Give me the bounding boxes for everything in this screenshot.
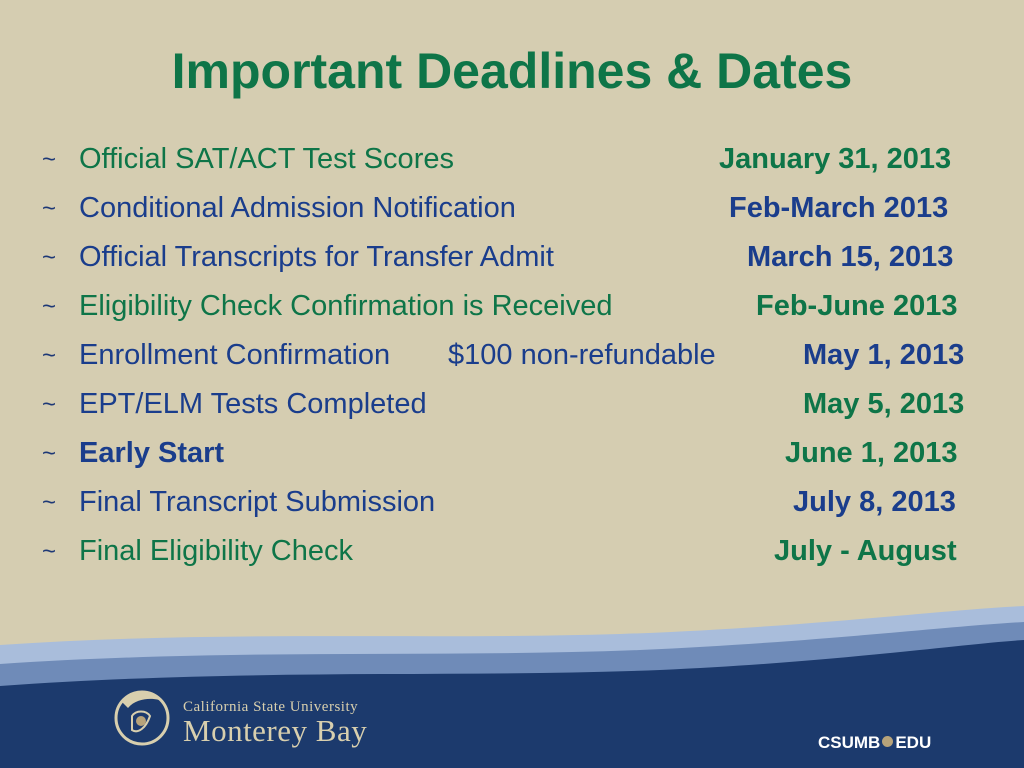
bullet-tilde: ~ xyxy=(42,293,57,320)
item-date: July 8, 2013 xyxy=(793,486,956,518)
list-item xyxy=(0,234,1024,283)
list-item xyxy=(0,381,1024,430)
list-item xyxy=(0,479,1024,528)
item-label: Final Transcript Submission xyxy=(79,486,436,518)
item-date: June 1, 2013 xyxy=(785,437,958,469)
item-date: May 5, 2013 xyxy=(803,388,965,420)
bullet-tilde: ~ xyxy=(42,146,57,173)
list-item xyxy=(0,332,1024,381)
slide-title: Important Deadlines & Dates xyxy=(171,43,853,99)
bullet-tilde: ~ xyxy=(42,440,57,467)
item-date: Feb-March 2013 xyxy=(729,192,949,224)
item-note: $100 non-refundable xyxy=(448,339,716,371)
bullet-tilde: ~ xyxy=(42,489,57,516)
bullet-tilde: ~ xyxy=(42,244,57,271)
list-item xyxy=(0,185,1024,234)
item-label: Final Eligibility Check xyxy=(79,535,353,567)
list-item xyxy=(0,430,1024,479)
site-url-right: EDU xyxy=(895,733,932,752)
university-logo xyxy=(108,680,378,752)
item-label: Official SAT/ACT Test Scores xyxy=(79,143,454,175)
otter-seal-icon xyxy=(108,680,180,752)
logo-campus-text: Monterey Bay xyxy=(183,713,368,748)
bullet-tilde: ~ xyxy=(42,342,57,369)
item-date: January 31, 2013 xyxy=(719,143,952,175)
item-label: EPT/ELM Tests Completed xyxy=(79,388,427,420)
logo-university-text: California State University xyxy=(183,699,359,715)
item-label: Early Start xyxy=(79,437,225,469)
site-url-left: CSUMB xyxy=(818,733,881,752)
bullet-tilde: ~ xyxy=(42,391,57,418)
bullet-tilde: ~ xyxy=(42,538,57,565)
item-label: Eligibility Check Confirmation is Received xyxy=(79,290,613,322)
item-date: Feb-June 2013 xyxy=(756,290,958,322)
list-item xyxy=(0,136,1024,185)
bullet-tilde: ~ xyxy=(42,195,57,222)
list-item xyxy=(0,283,1024,332)
item-date: May 1, 2013 xyxy=(803,339,965,371)
item-date: March 15, 2013 xyxy=(747,241,954,273)
item-label: Conditional Admission Notification xyxy=(79,192,516,224)
item-label: Official Transcripts for Transfer Admit xyxy=(79,241,554,273)
site-url xyxy=(818,733,931,753)
dot-icon xyxy=(882,736,893,747)
item-label: Enrollment Confirmation xyxy=(79,339,391,371)
item-date: July - August xyxy=(774,535,957,567)
list-item xyxy=(0,528,1024,577)
